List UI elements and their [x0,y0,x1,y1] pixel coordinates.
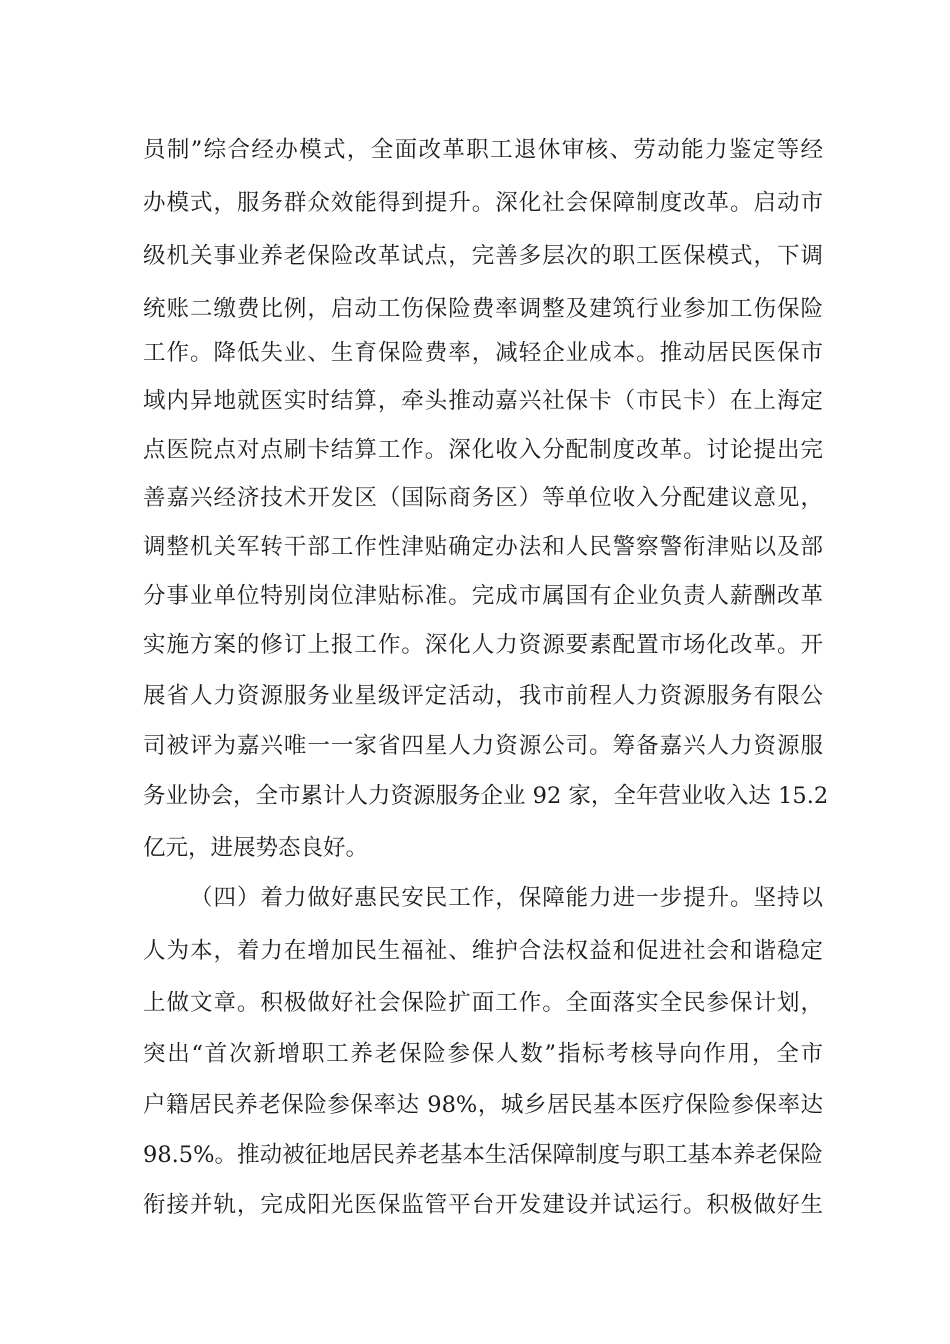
text-line: 善嘉兴经济技术开发区（国际商务区）等单位收入分配建议意见， [143,485,823,511]
text-line: 98.5%。推动被征地居民养老基本生活保障制度与职工基本养老保险 [143,1142,823,1168]
text-line: 户籍居民养老保险参保率达 98%，城乡居民基本医疗保险参保率达 [143,1092,823,1118]
text-line: 点医院点对点刷卡结算工作。深化收入分配制度改革。讨论提出完 [143,437,823,463]
paragraph-first-line: （四）着力做好惠民安民工作，保障能力进一步提升。坚持以 [190,885,823,911]
text-line: 突出“首次新增职工养老保险参保人数”指标考核导向作用，全市 [143,1041,823,1067]
text-line: 务业协会，全市累计人力资源服务企业 92 家，全年营业收入达 15.2 [143,783,829,809]
text-line: 实施方案的修订上报工作。深化人力资源要素配置市场化改革。开 [143,632,823,658]
text-line: 司被评为嘉兴唯一一家省四星人力资源公司。筹备嘉兴人力资源服 [143,733,823,759]
text-line: 域内异地就医实时结算，牵头推动嘉兴社保卡（市民卡）在上海定 [143,388,823,414]
text-line: 统账二缴费比例，启动工伤保险费率调整及建筑行业参加工伤保险 [143,296,823,322]
text-line: 上做文章。积极做好社会保险扩面工作。全面落实全民参保计划， [143,990,823,1016]
text-line: 办模式，服务群众效能得到提升。深化社会保障制度改革。启动市 [143,190,823,216]
text-line: 亿元，进展势态良好。 [143,835,369,861]
text-line: 调整机关军转干部工作性津贴确定办法和人民警察警衔津贴以及部 [143,534,823,560]
text-line: 衔接并轨，完成阳光医保监管平台开发建设并试运行。积极做好生 [143,1192,823,1218]
text-line: 工作。降低失业、生育保险费率，减轻企业成本。推动居民医保市 [143,340,823,366]
text-line: 员制”综合经办模式，全面改革职工退休审核、劳动能力鉴定等经 [143,137,823,163]
text-line: 分事业单位特别岗位津贴标准。完成市属国有企业负责人薪酬改革 [143,583,823,609]
text-line: 展省人力资源服务业星级评定活动，我市前程人力资源服务有限公 [143,683,823,709]
text-line: 级机关事业养老保险改革试点，完善多层次的职工医保模式，下调 [143,243,823,269]
text-line: 人为本，着力在增加民生福祉、维护合法权益和促进社会和谐稳定 [143,938,823,964]
